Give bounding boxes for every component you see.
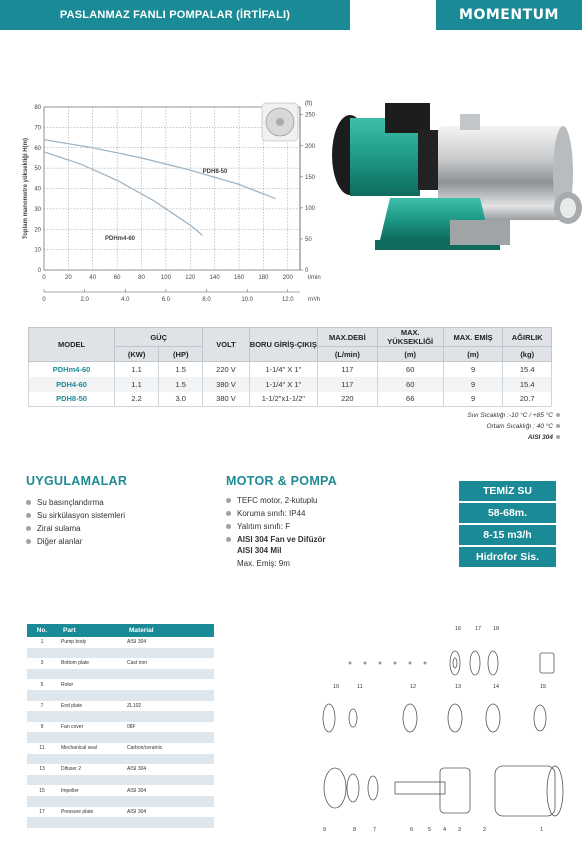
cell-no [27,669,57,680]
col-material: Material [123,624,214,637]
cell-debi: 220 [318,392,378,407]
x-tick-label-lmin: 60 [113,275,121,281]
cell-kg: 20.7 [503,392,552,407]
part-number-label: 2 [483,827,487,833]
table-row [27,807,214,818]
cell-material [123,817,214,828]
cell-no [27,796,57,807]
cell-kw: 1.1 [115,377,159,392]
cell-emis: 9 [443,362,503,377]
cell-kw: 1.1 [115,362,159,377]
cell-part [57,754,123,765]
note-ambient-temp: Ortam Sıcaklığı : 40 °C [486,423,560,430]
cell-material: AISI 304 [123,785,214,796]
table-row [27,796,214,807]
col-agirlik-unit: (kg) [503,347,552,362]
y-tick-label: 30 [34,206,41,213]
table-row [27,754,214,765]
cell-material: Carbon/ceramic [123,743,214,754]
table-row [27,732,214,743]
cell-material [123,690,214,701]
x-tick-label-lmin: 180 [258,275,269,281]
cell-part [57,796,123,807]
series-line-pdh8-50 [44,140,276,199]
cell-emis: 9 [443,377,503,392]
y-right-tick-label: 50 [305,236,312,243]
page-title: PASLANMAZ FANLI POMPALAR (İRTİFALI) [59,9,291,21]
y-right-unit: (ft) [305,101,313,107]
badge-flow: 8-15 m3/h [459,525,556,545]
series-label: PDH8-50 [202,169,228,175]
cell-boru: 1-1/2"x1-1/2" [249,392,317,407]
motor-list [226,494,325,546]
x-tick-label-m3h: 2.0 [80,297,89,303]
table-row [27,764,214,775]
x-tick-label-m3h: 0 [42,297,46,303]
part-number-label: 9 [323,827,327,833]
cell-volt: 220 V [203,362,249,377]
part-number-label: 14 [493,684,500,690]
part-number-label: 16 [455,626,462,632]
col-kw: (KW) [115,347,159,362]
list-item: Su sirkülasyon sistemleri [26,509,125,522]
list-item: Zirai sulama [26,522,125,535]
cell-part: Rotor [57,679,123,690]
cell-material: 08F [123,722,214,733]
cell-no: 13 [27,764,57,775]
part-number-label: 4 [443,827,447,833]
part-number-label: 3 [458,827,462,833]
cell-yuks: 66 [377,392,443,407]
table-row [29,392,552,407]
cell-material: Cast iron [123,658,214,669]
list-item: Koruma sınıfı: IP44 [226,507,325,520]
x-tick-label-lmin: 100 [160,275,171,281]
part-number-label: 15 [540,684,547,690]
y-tick-label: 20 [34,227,41,234]
table-row [27,743,214,754]
cell-model: PDHm4-60 [29,362,115,377]
table-row [27,690,214,701]
part-number-label: 18 [493,626,500,632]
table-row [27,648,214,659]
note-liquid-temp: Sıvı Sıcaklığı :-10 °C / +85 °C [467,412,560,419]
cell-kw: 2.2 [115,392,159,407]
table-row [27,669,214,680]
cell-hp: 3.0 [159,392,203,407]
x-tick-label-m3h: 12.0 [281,297,294,303]
cell-part: Fan cover [57,722,123,733]
y-right-tick-label: 250 [305,112,316,119]
cell-material: AISI 304 [123,807,214,818]
col-agirlik: AĞIRLIK [503,328,552,347]
cell-no: 3 [27,658,57,669]
y-tick-label: 50 [34,166,41,173]
x-tick-label-lmin: 20 [65,275,72,281]
cell-kg: 15.4 [503,362,552,377]
exploded-view [315,618,565,840]
cell-material: AISI 304 [123,764,214,775]
cell-material [123,754,214,765]
col-model: MODEL [29,328,115,362]
y-tick-label: 80 [34,105,41,111]
cell-material [123,648,214,659]
cell-part: Bottom plate [57,658,123,669]
table-row [27,785,214,796]
list-item: AISI 304 Fan ve Difüzör [226,533,325,546]
cell-no [27,711,57,722]
col-emis-unit: (m) [443,347,503,362]
cell-boru: 1-1/4" X 1" [249,377,317,392]
x-tick-label-lmin: 120 [185,275,196,281]
cell-no [27,732,57,743]
pump-image [330,90,582,275]
x-tick-label-lmin: 0 [42,275,46,281]
table-row [27,722,214,733]
cell-no: 15 [27,785,57,796]
cell-emis: 9 [443,392,503,407]
part-number-label: 8 [353,827,357,833]
x-tick-label-lmin: 200 [282,275,293,281]
badge-application: Hidrofor Sis. [459,547,556,567]
cell-no: 11 [27,743,57,754]
col-yuks-unit: (m) [377,347,443,362]
y-tick-label: 0 [37,268,41,274]
x-tick-label-m3h: 10.0 [241,297,254,303]
cell-no [27,648,57,659]
part-number-label: 5 [428,827,432,833]
spec-table [28,327,552,407]
cell-part [57,817,123,828]
cell-hp: 1.5 [159,377,203,392]
cell-no [27,775,57,786]
badge-head: 58-68m. [459,503,556,523]
cell-no: 17 [27,807,57,818]
table-row [27,637,214,648]
x-tick-label-lmin: 80 [138,275,145,281]
y-right-tick-label: 150 [305,174,316,181]
cell-volt: 380 V [203,392,249,407]
y-right-tick-label: 200 [305,143,316,150]
x-tick-label-lmin: 140 [209,275,220,281]
col-boru: BORU GİRİŞ-ÇIKIŞ [249,328,317,362]
plot-frame [44,107,300,270]
cell-part: Mechanical seal [57,743,123,754]
cell-part: Difuser 2 [57,764,123,775]
x-tick-label-lmin: 40 [89,275,97,281]
cell-no [27,754,57,765]
motor-max-suction: Max. Emiş: 9m [237,559,290,568]
y-tick-label: 70 [34,125,41,132]
y-right-tick-label: 100 [305,205,316,212]
cell-model: PDH4-60 [29,377,115,392]
table-row [27,711,214,722]
cell-part [57,775,123,786]
part-number-label: 7 [373,827,377,833]
part-number-label: 10 [333,684,340,690]
cell-material: ZL102 [123,701,214,712]
cell-material [123,711,214,722]
cell-debi: 117 [318,362,378,377]
cell-material [123,732,214,743]
col-emis: MAX. EMİŞ [443,328,503,347]
performance-chart [0,95,330,305]
cell-no: 1 [27,637,57,648]
cell-part [57,711,123,722]
col-part: Part [57,624,123,637]
list-item: Su basınçlandırma [26,496,125,509]
cell-part [57,669,123,680]
x-tick-label-m3h: 4.0 [121,297,130,303]
col-volt: VOLT [203,328,249,362]
table-row [27,775,214,786]
series-label: PDHm4-60 [104,236,136,242]
uygulamalar-list [26,496,125,548]
brand-logo: MOMENTUM [459,7,559,23]
col-hp: (HP) [159,347,203,362]
cell-part: Impeller [57,785,123,796]
impeller-hub-icon [276,118,284,126]
y-right-tick-label: 0 [305,268,309,274]
x-tick-label-m3h: 8.0 [202,297,211,303]
cell-no: 5 [27,679,57,690]
note-material: AISI 304 [528,434,560,441]
col-yuks: MAX. YÜKSEKLİĞİ [377,328,443,347]
cell-model: PDH8-50 [29,392,115,407]
section-title-uygulamalar: UYGULAMALAR [26,474,128,488]
list-item: TEFC motor, 2-kutuplu [226,494,325,507]
y-axis-label: Toplam manometre yüksekliği H(m) [23,138,29,239]
cell-material [123,796,214,807]
part-number-label: 13 [455,684,462,690]
badge-clean-water: TEMİZ SU [459,481,556,501]
part-number-label: 17 [475,626,482,632]
part-number-label: 11 [357,684,363,690]
col-no: No. [27,624,57,637]
col-guc: GÜÇ [115,328,203,347]
table-row [29,377,552,392]
x-tick-label-lmin: 160 [234,275,245,281]
table-row [27,701,214,712]
cell-debi: 117 [318,377,378,392]
parts-table [27,624,214,828]
x-unit-m3h: m³/h [308,297,320,303]
part-number-label: 1 [540,827,544,833]
table-row [27,679,214,690]
y-tick-label: 40 [34,186,41,193]
cell-part [57,690,123,701]
cell-no [27,817,57,828]
cell-material [123,669,214,680]
list-item: Diğer alanlar [26,535,125,548]
series-line-pdhm4-60 [44,152,202,236]
list-item: Yalıtım sınıfı: F [226,520,325,533]
cell-part [57,648,123,659]
cell-part [57,732,123,743]
cell-yuks: 60 [377,377,443,392]
col-debi-unit: (L/min) [318,347,378,362]
cell-material [123,775,214,786]
x-unit-lmin: l/min [308,275,321,281]
cell-material: AISI 304 [123,637,214,648]
part-number-label: 6 [410,827,414,833]
table-row [27,658,214,669]
section-title-motor: MOTOR & POMPA [226,474,338,488]
part-number-label: 12 [410,684,417,690]
cell-volt: 380 V [203,377,249,392]
cell-part: Pressure plate [57,807,123,818]
cell-kg: 15.4 [503,377,552,392]
table-row [29,362,552,377]
cell-material [123,679,214,690]
y-tick-label: 60 [34,145,41,152]
cell-no [27,690,57,701]
x-tick-label-m3h: 6.0 [161,297,171,303]
motor-shaft: AISI 304 Mil [237,546,282,555]
cell-part: End plate [57,701,123,712]
cell-part: Pump body [57,637,123,648]
cell-yuks: 60 [377,362,443,377]
table-row [27,817,214,828]
col-debi: MAX.DEBİ [318,328,378,347]
cell-no: 9 [27,722,57,733]
cell-boru: 1-1/4" X 1" [249,362,317,377]
y-tick-label: 10 [34,247,41,254]
cell-no: 7 [27,701,57,712]
cell-hp: 1.5 [159,362,203,377]
